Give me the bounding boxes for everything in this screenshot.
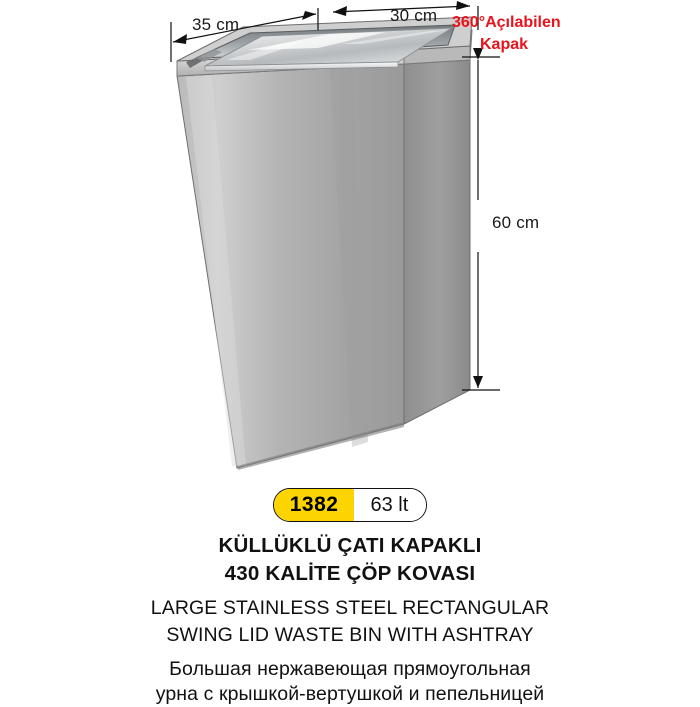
dimension-label-depth: 30 cm — [390, 6, 438, 25]
product-caption — [0, 488, 700, 707]
title-tr-line-1: KÜLLÜKLÜ ÇATI KAPAKLI — [218, 534, 482, 557]
product-volume: 63 lt — [354, 489, 426, 521]
dimension-label-height: 60 cm — [492, 213, 540, 232]
title-tr-line-2: 430 KALİTE ÇÖP KOVASI — [224, 562, 476, 585]
title-en-line-1: LARGE STAINLESS STEEL RECTANGULAR — [150, 597, 550, 619]
title-ru-line-1: Большая нержавеющая прямоугольная — [169, 657, 531, 680]
callout-line-2: Kapak — [480, 35, 529, 53]
product-code: 1382 — [274, 489, 355, 521]
title-en-line-2: SWING LID WASTE BIN WITH ASHTRAY — [166, 623, 534, 646]
dimension-label-width: 35 cm — [192, 15, 240, 34]
callout-line-1: 360°Açılabilen — [452, 14, 561, 31]
product-badge — [273, 488, 428, 522]
title-ru-line-2: урна с крышкой-вертушкой и пепельницей — [155, 683, 545, 706]
callout-rotating-lid — [452, 12, 652, 55]
